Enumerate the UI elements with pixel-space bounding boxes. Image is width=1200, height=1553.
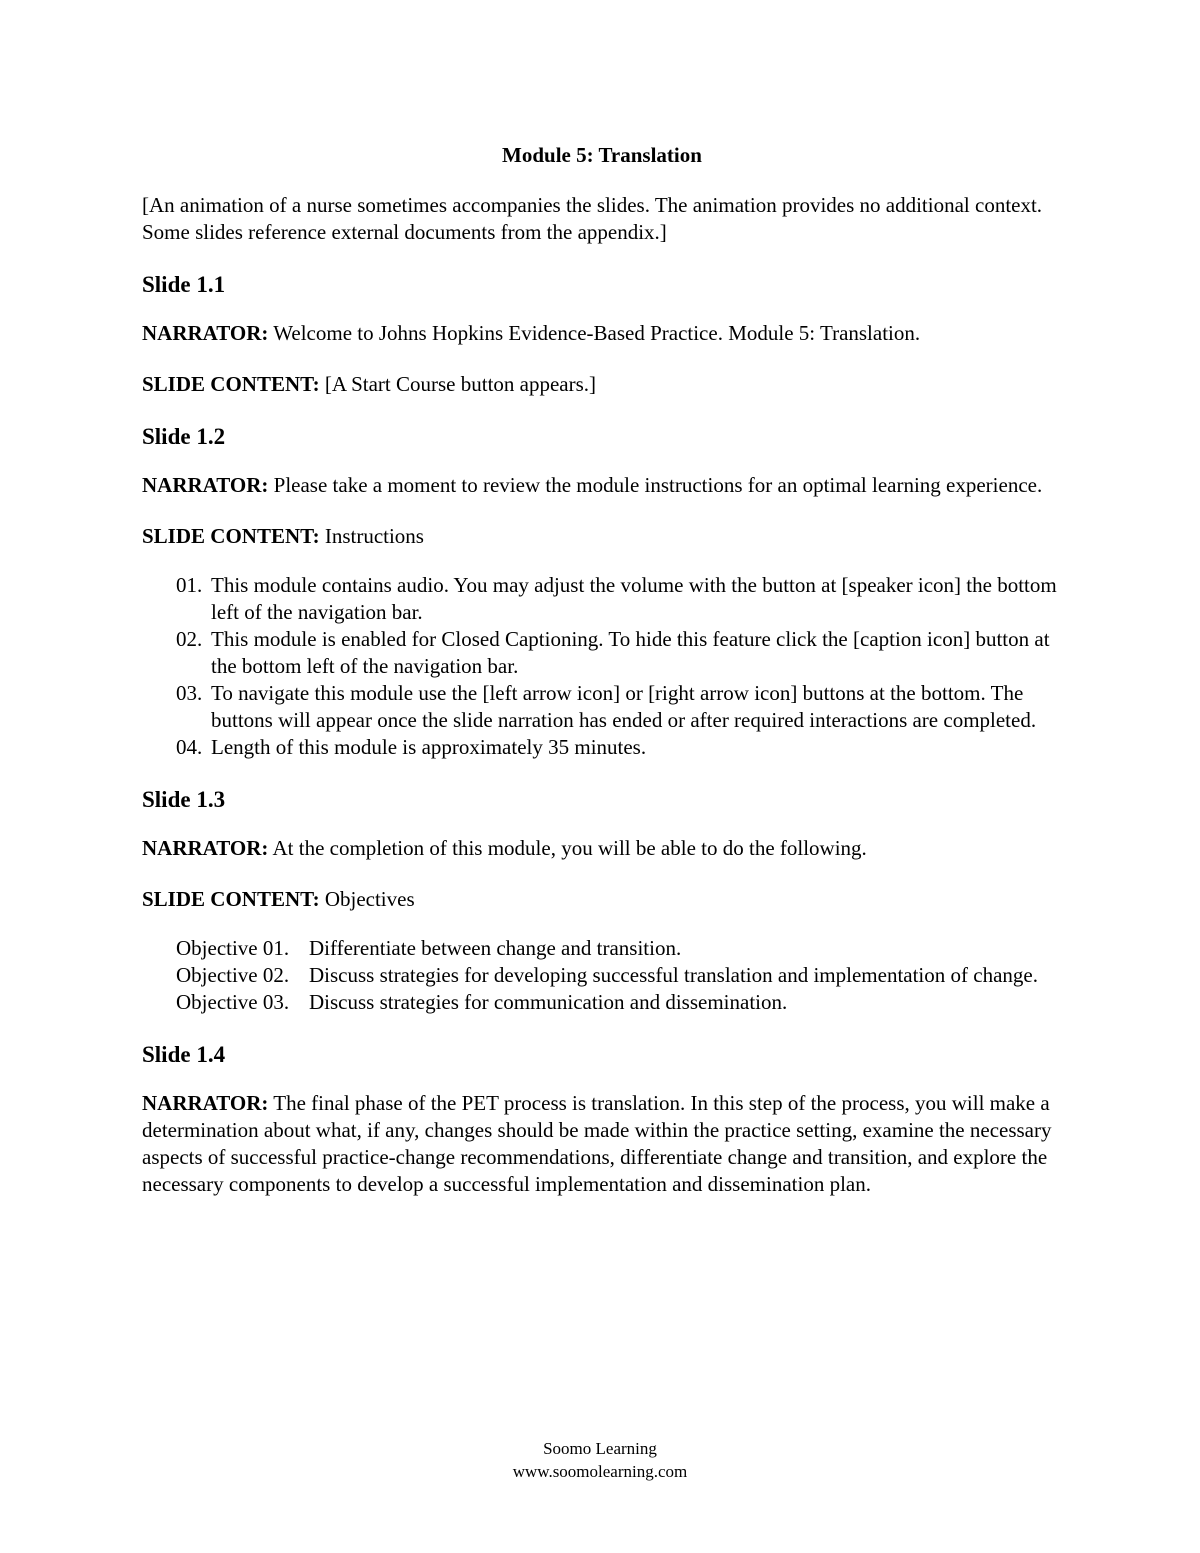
- footer-url[interactable]: www.soomolearning.com: [512, 1462, 688, 1481]
- narrator-label: NARRATOR:: [142, 473, 269, 497]
- narrator-paragraph: [142, 320, 1062, 347]
- slide-content-label: SLIDE CONTENT:: [142, 372, 320, 396]
- list-item: [176, 962, 1062, 989]
- slide-content-text: Instructions: [324, 524, 424, 548]
- narrator-text: The final phase of the PET process is translation. In this step of the process, you will make a determination about what, if any, changes should be made within the practice setting, examine the necessary aspects of successful practice-change recommendations, differentiate change and transition, and explore the necessary components to develop a successful implementation and dissemination plan.: [142, 1091, 1052, 1196]
- narrator-text: Welcome to Johns Hopkins Evidence-Based Practice. Module 5: Translation.: [273, 321, 921, 345]
- slide-heading: Slide 1.2: [142, 424, 226, 449]
- list-item-number: 03.: [176, 681, 203, 705]
- list-item: [176, 626, 1062, 680]
- list-item-text: This module contains audio. You may adjust the volume with the button at [speaker icon] the bottom left of the navigation bar.: [211, 573, 1057, 624]
- slide-content-paragraph: [142, 523, 1062, 550]
- list-item-number: 01.: [176, 573, 203, 597]
- slide-content-paragraph: [142, 371, 1062, 398]
- list-item: [176, 572, 1062, 626]
- list-item: [176, 989, 1062, 1016]
- objectives-list: [142, 935, 1062, 1016]
- slide-content-label: SLIDE CONTENT:: [142, 524, 320, 548]
- list-item-text: To navigate this module use the [left arrow icon] or [right arrow icon] buttons at the bottom. The buttons will appear once the slide narration has ended or after required interactions are completed.: [211, 681, 1037, 732]
- objective-text: Differentiate between change and transition.: [309, 936, 682, 960]
- objective-number: Objective 01.: [176, 936, 290, 960]
- slide-content-text: [A Start Course button appears.]: [324, 372, 597, 396]
- page-footer: [0, 1437, 1200, 1483]
- narrator-label: NARRATOR:: [142, 836, 269, 860]
- objective-text: Discuss strategies for developing successful translation and implementation of change.: [309, 963, 1038, 987]
- list-item-number: 02.: [176, 627, 203, 651]
- narrator-paragraph: [142, 835, 1062, 862]
- narrator-label: NARRATOR:: [142, 1091, 269, 1115]
- objective-number: Objective 02.: [176, 963, 290, 987]
- narrator-label: NARRATOR:: [142, 321, 269, 345]
- slide-heading: Slide 1.1: [142, 272, 226, 297]
- slide-heading: Slide 1.4: [142, 1042, 226, 1067]
- slide-heading: Slide 1.3: [142, 787, 226, 812]
- list-item: [176, 680, 1062, 734]
- list-item: [176, 734, 1062, 761]
- narrator-paragraph: [142, 1090, 1062, 1198]
- list-item: [176, 935, 1062, 962]
- objective-text: Discuss strategies for communication and dissemination.: [309, 990, 788, 1014]
- slide-content-text: Objectives: [324, 887, 415, 911]
- list-item-text: This module is enabled for Closed Captioning. To hide this feature click the [caption icon] button at the bottom left of the navigation bar.: [211, 627, 1050, 678]
- list-item-text: Length of this module is approximately 35 minutes.: [211, 735, 647, 759]
- document-body: [142, 140, 1062, 1222]
- instructions-list: [142, 572, 1062, 761]
- objective-number: Objective 03.: [176, 990, 290, 1014]
- slide-content-label: SLIDE CONTENT:: [142, 887, 320, 911]
- narrator-paragraph: [142, 472, 1062, 499]
- document-intro: [An animation of a nurse sometimes accompanies the slides. The animation provides no additional context. Some slides reference external documents from the appendix.]: [142, 193, 1043, 244]
- list-item-number: 04.: [176, 735, 203, 759]
- footer-company: Soomo Learning: [543, 1439, 657, 1458]
- slide-content-paragraph: [142, 886, 1062, 913]
- document-title: Module 5: Translation: [502, 143, 702, 167]
- narrator-text: Please take a moment to review the module instructions for an optimal learning experience.: [273, 473, 1043, 497]
- narrator-text: At the completion of this module, you will be able to do the following.: [272, 836, 867, 860]
